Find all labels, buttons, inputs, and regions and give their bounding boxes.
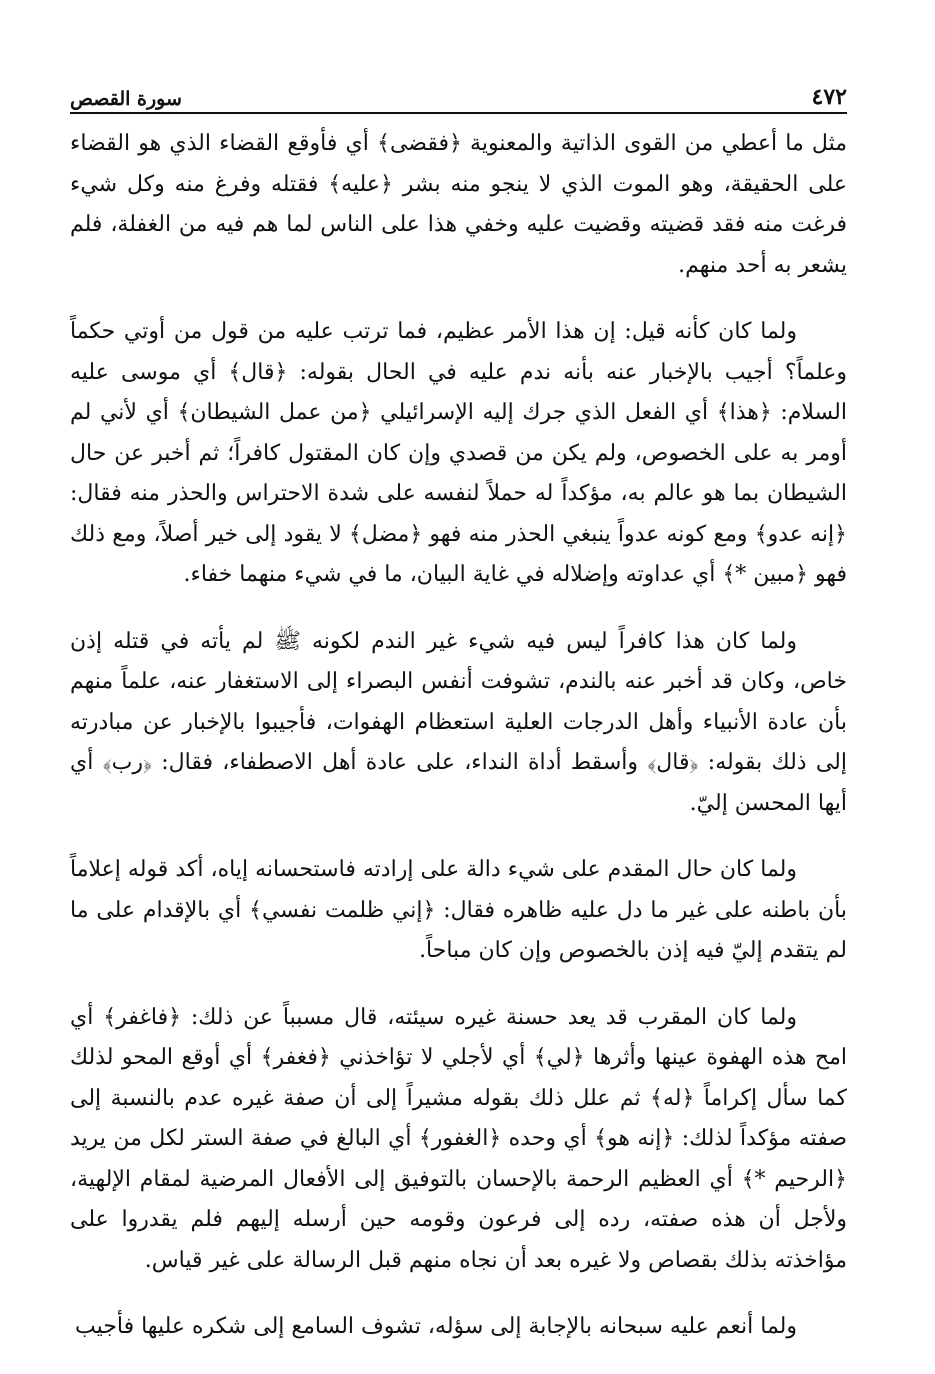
paragraph: ولما كان حال المقدم على شيء دالة على إرادته فاستحسانه إياه، أكد قوله إعلاماً بأن باطنه على غير ما دل عليه ظاهره فقال: ﴿إني ظلمت نفسي﴾ أي بالإقدام على ما لم يتقدم إليّ فيه إذن بالخصوص وإن كان مباحاً. [70, 857, 847, 963]
paragraph: ولما كان كأنه قيل: إن هذا الأمر عظيم، فما ترتب عليه من قول من أوتي حكماً وعلماً؟ أجيب بالإخبار عنه بأنه ندم عليه في الحال بقوله: ﴿قال﴾ أي موسى عليه السلام: ﴿هذا﴾ أي الفعل الذي جرك إليه الإسرائيلي ﴿من عمل الشيطان﴾ أي لأني لم أومر به على الخصوص، ولم يكن من قصدي وإن كان المقتول كافراً؛ ثم أخبر عن حال الشيطان بما هو عالم به، مؤكداً له حملاً لنفسه على شدة الاحتراس والحذر منه فقال: ﴿إنه عدو﴾ ومع كونه عدواً ينبغي الحذر منه فهو ﴿مضل﴾ لا يقود إلى خير أصلاً، ومع ذلك فهو ﴿مبين *﴾ أي عداوته وإضلاله في غاية البيان، ما في شيء منهما خفاء. [70, 319, 847, 587]
surah-title: سورة القصص [70, 88, 182, 110]
paragraph: ولما أنعم عليه سبحانه بالإجابة إلى سؤله، تشوف السامع إلى شكره عليها فأجيب [75, 1314, 797, 1339]
page-body [70, 124, 847, 1374]
paragraph: ولما كان المقرب قد يعد حسنة غيره سيئته، قال مسبباً عن ذلك: ﴿فاغفر﴾ أي امح هذه الهفوة عينها وأثرها ﴿لي﴾ أي لأجلي لا تؤاخذني ﴿فغفر﴾ أي أوقع المحو لذلك كما سأل إكراماً ﴿له﴾ ثم علل ذلك بقوله مشيراً إلى أن صفة غيره عدم بالنسبة إلى صفته مؤكداً لذلك: ﴿إنه هو﴾ أي وحده ﴿الغفور﴾ أي البالغ في صفة الستر لكل من يريد ﴿الرحيم *﴾ أي العظيم الرحمة بالإحسان بالتوفيق إلى الأفعال المرضية لمقام الإلهية، ولأجل أن هذه صفته، رده إلى فرعون وقومه حين أرسله إليهم فلم يقدروا على مؤاخذته بذلك بقصاص ولا غيره بعد أن نجاه منهم قبل الرسالة على غير قياس. [70, 1004, 848, 1273]
page-number: ٤٧٢ [811, 84, 847, 110]
page-header [70, 82, 847, 114]
paragraph: ولما كان هذا كافراً ليس فيه شيء غير الندم لكونه ﷺ لم يأته في قتله إذن خاص، وكان قد أخبر عنه بالندم، تشوفت أنفس البصراء إلى الاستغفار عنه، علماً منهم بأن عادة الأنبياء وأهل الدرجات العلية استعظام الهفوات، فأجيبوا بالإخبار عن مبادرته إلى ذلك بقوله: ﴿قال﴾ وأسقط أداة النداء، على عادة أهل الاصطفاء، فقال: ﴿رب﴾ أي أيها المحسن إليّ. [70, 628, 847, 816]
paragraph: مثل ما أعطي من القوى الذاتية والمعنوية ﴿فقضى﴾ أي فأوقع القضاء الذي هو القضاء على الحقيقة، وهو الموت الذي لا ينجو منه بشر ﴿عليه﴾ فقتله وفرغ منه وكل شيء فرغت منه فقد قضيته وقضيت عليه وخفي هذا على الناس لما هم فيه من الغفلة، فلم يشعر به أحد منهم. [70, 131, 847, 278]
